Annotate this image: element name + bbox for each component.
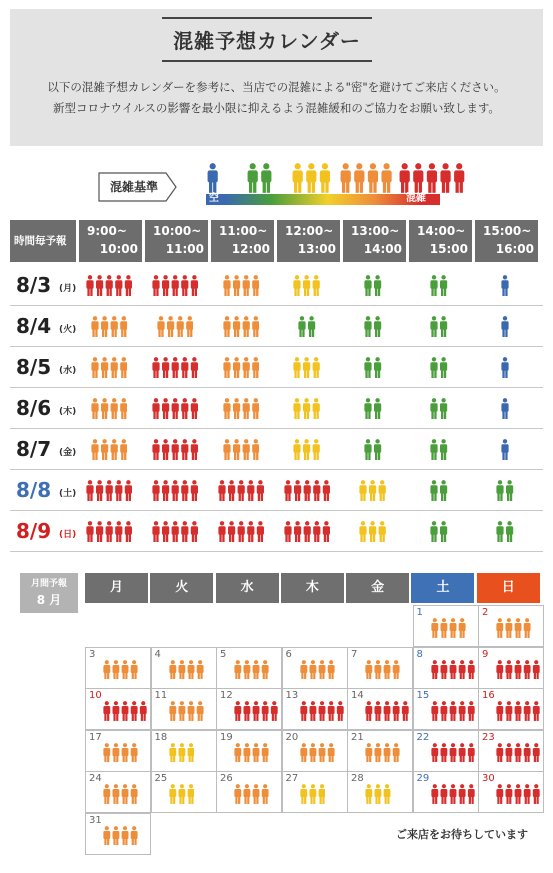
crowd-person-icon <box>218 521 264 542</box>
crowd-person-icon <box>223 316 260 337</box>
crowd-person-icon <box>293 357 320 378</box>
calendar-day-number: 12 <box>220 690 233 701</box>
legend-level-5-icon <box>399 163 465 193</box>
calendar-day-number: 31 <box>89 814 102 826</box>
crowd-person-icon <box>152 357 198 378</box>
crowd-person-icon <box>430 480 448 501</box>
hourly-header-label-cell <box>10 220 76 262</box>
crowd-level-cell <box>208 429 274 470</box>
calendar-day-cell <box>151 771 217 813</box>
calendar-day-number: 20 <box>285 731 299 743</box>
crowd-person-icon <box>365 701 409 721</box>
crowd-level-cell <box>472 511 538 552</box>
time-slot-header <box>211 220 274 262</box>
calendar-day-cell <box>151 647 217 689</box>
time-slot-start: 9:00~ <box>87 224 127 238</box>
crowd-level-cell <box>76 511 142 552</box>
crowd-person-icon <box>430 439 448 460</box>
crowd-level-cell <box>340 347 406 388</box>
calendar-day-cell <box>282 647 348 689</box>
time-slot-end: 10:00 <box>99 242 138 256</box>
time-slot-header <box>79 220 142 262</box>
row-weekday: (金) <box>59 447 77 458</box>
crowd-person-icon <box>284 480 330 501</box>
time-slot-end: 12:00 <box>231 242 270 256</box>
calendar-day-cell <box>216 688 282 730</box>
crowd-person-icon <box>103 743 138 763</box>
calendar-day-cell <box>85 647 151 689</box>
crowd-person-icon <box>364 398 382 419</box>
row-date: 8/6 <box>16 395 52 420</box>
crowd-person-icon <box>431 618 466 638</box>
calendar-day-cell <box>478 688 544 730</box>
crowd-person-icon <box>152 480 198 501</box>
crowd-level-cell <box>274 347 340 388</box>
row-date-cell <box>10 429 76 470</box>
calendar-day-cell <box>413 605 479 647</box>
crowd-person-icon <box>300 701 344 721</box>
row-date: 8/9 <box>16 518 52 543</box>
crowd-person-icon <box>152 275 198 296</box>
calendar-day-number: 27 <box>285 773 299 784</box>
hourly-header-row <box>10 220 543 262</box>
time-slot-header <box>277 220 340 262</box>
crowd-level-cell <box>76 347 142 388</box>
crowd-person-icon <box>293 275 320 296</box>
crowd-person-icon <box>103 660 138 680</box>
crowd-person-icon <box>293 398 320 419</box>
crowd-person-icon <box>247 163 272 193</box>
calendar-day-number: 10 <box>89 690 102 701</box>
crowd-level-cell <box>472 347 538 388</box>
crowd-person-icon <box>284 521 330 542</box>
monthly-weekday-header <box>85 573 544 603</box>
hourly-row <box>10 347 543 388</box>
legend-level-4-icon <box>340 163 392 193</box>
crowd-person-icon <box>86 480 132 501</box>
row-date-cell <box>10 470 76 511</box>
calendar-day-number: 3 <box>89 648 96 660</box>
crowd-person-icon <box>431 701 475 721</box>
hourly-row <box>10 306 543 347</box>
crowd-person-icon <box>218 480 264 501</box>
crowd-level-cell <box>406 388 472 429</box>
crowd-level-cell <box>208 347 274 388</box>
calendar-day-number: 24 <box>89 773 102 784</box>
crowd-level-cell <box>340 511 406 552</box>
crowd-level-cell <box>76 429 142 470</box>
crowd-level-cell <box>76 265 142 306</box>
crowd-person-icon <box>431 660 475 680</box>
calendar-day-cell <box>85 688 151 730</box>
crowd-level-cell <box>406 265 472 306</box>
crowd-level-cell <box>472 429 538 470</box>
calendar-day-number: 26 <box>220 773 233 784</box>
calendar-day-number: 7 <box>351 648 358 660</box>
crowd-person-icon <box>91 357 128 378</box>
calendar-day-number: 1 <box>416 607 423 618</box>
crowd-level-cell <box>274 470 340 511</box>
crowd-level-cell <box>274 429 340 470</box>
crowd-level-cell <box>76 470 142 511</box>
calendar-weekday-header: 月 <box>85 573 148 603</box>
row-weekday: (日) <box>59 529 77 540</box>
calendar-day-number: 18 <box>154 731 168 743</box>
row-weekday: (土) <box>59 488 77 499</box>
calendar-day-cell <box>151 688 217 730</box>
hourly-body <box>10 265 543 552</box>
calendar-day-number: 2 <box>482 607 489 618</box>
crowd-level-cell <box>208 511 274 552</box>
crowd-level-cell <box>472 470 538 511</box>
calendar-weekday-header: 金 <box>346 573 409 603</box>
calendar-day-cell <box>413 688 479 730</box>
crowd-person-icon <box>300 743 335 763</box>
crowd-person-icon <box>431 743 475 763</box>
row-date-cell <box>10 511 76 552</box>
calendar-weekday-header: 木 <box>281 573 344 603</box>
calendar-day-cell <box>347 647 413 689</box>
row-date: 8/8 <box>16 477 52 502</box>
crowd-level-cell <box>142 306 208 347</box>
crowd-level-cell <box>340 306 406 347</box>
calendar-day-number: 29 <box>416 773 430 784</box>
crowd-person-icon <box>300 660 335 680</box>
calendar-day-cell <box>85 771 151 813</box>
row-weekday: (月) <box>59 283 77 294</box>
crowd-person-icon <box>364 357 382 378</box>
calendar-day-number: 9 <box>482 648 489 660</box>
crowd-person-icon <box>359 521 386 542</box>
calendar-day-cell <box>282 688 348 730</box>
time-slot-start: 13:00~ <box>351 224 400 238</box>
crowd-level-cell <box>142 347 208 388</box>
crowd-level-cell <box>142 470 208 511</box>
crowd-person-icon <box>86 275 132 296</box>
crowd-level-cell <box>142 388 208 429</box>
crowd-person-icon <box>364 439 382 460</box>
calendar-day-cell <box>478 771 544 813</box>
time-slot-header <box>409 220 472 262</box>
crowd-person-icon <box>430 521 448 542</box>
crowd-level-cell <box>340 265 406 306</box>
row-date-cell <box>10 388 76 429</box>
legend-tag <box>98 172 178 202</box>
legend-level-2-icon <box>247 163 272 193</box>
crowd-person-icon <box>501 439 509 460</box>
crowd-person-icon <box>157 316 194 337</box>
crowd-person-icon <box>234 660 269 680</box>
crowd-level-cell <box>406 306 472 347</box>
crowd-person-icon <box>365 784 391 804</box>
crowd-level-cell <box>142 265 208 306</box>
crowd-person-icon <box>91 316 128 337</box>
row-date: 8/7 <box>16 436 52 461</box>
calendar-weekday-header: 土 <box>411 573 474 603</box>
monthly-calendar <box>85 573 544 826</box>
calendar-day-number: 16 <box>482 690 495 701</box>
crowd-person-icon <box>501 398 509 419</box>
time-slot-header <box>145 220 208 262</box>
calendar-day-cell <box>85 730 151 772</box>
crowd-person-icon <box>234 743 269 763</box>
row-weekday: (火) <box>59 324 77 335</box>
crowd-person-icon <box>496 743 540 763</box>
time-slot-end: 14:00 <box>363 242 402 256</box>
crowd-person-icon <box>501 316 509 337</box>
calendar-weekday-header: 日 <box>477 573 540 603</box>
hourly-row <box>10 470 543 511</box>
row-date: 8/5 <box>16 354 52 379</box>
crowd-person-icon <box>223 398 260 419</box>
crowd-person-icon <box>364 316 382 337</box>
calendar-day-number: 8 <box>416 648 423 660</box>
calendar-day-number: 6 <box>285 648 292 660</box>
crowd-person-icon <box>86 521 132 542</box>
time-slot-header <box>343 220 406 262</box>
calendar-day-cell <box>216 730 282 772</box>
crowd-person-icon <box>501 357 509 378</box>
crowd-level-cell <box>208 388 274 429</box>
crowd-person-icon <box>431 784 475 804</box>
calendar-weekday-header: 火 <box>150 573 213 603</box>
calendar-day-cell <box>282 730 348 772</box>
crowd-level-cell <box>208 265 274 306</box>
crowd-person-icon <box>91 439 128 460</box>
calendar-day-cell <box>478 647 544 689</box>
time-slot-end: 15:00 <box>429 242 468 256</box>
crowd-level-cell <box>472 265 538 306</box>
row-date: 8/3 <box>16 272 52 297</box>
crowd-person-icon <box>152 521 198 542</box>
crowd-level-cell <box>406 511 472 552</box>
hourly-forecast-table <box>10 220 543 552</box>
crowd-person-icon <box>298 316 316 337</box>
calendar-day-cell <box>347 688 413 730</box>
hourly-header-label: 時間毎予報 <box>14 235 67 247</box>
legend-empty-label: 空 <box>209 193 219 204</box>
crowd-level-cell <box>472 306 538 347</box>
calendar-day-cell <box>478 605 544 647</box>
crowd-level-cell <box>274 511 340 552</box>
crowd-person-icon <box>223 357 260 378</box>
crowd-person-icon <box>293 439 320 460</box>
crowd-person-icon <box>234 784 269 804</box>
crowd-level-cell <box>274 265 340 306</box>
crowd-person-icon <box>152 439 198 460</box>
crowd-person-icon <box>103 826 138 846</box>
crowd-person-icon <box>365 660 400 680</box>
crowd-level-cell <box>274 388 340 429</box>
calendar-day-cell <box>413 730 479 772</box>
legend-gradient-bar <box>206 194 440 205</box>
calendar-day-number: 5 <box>220 648 227 660</box>
crowd-person-icon <box>430 398 448 419</box>
crowd-person-icon <box>496 618 531 638</box>
crowd-person-icon <box>169 660 204 680</box>
crowd-person-icon <box>496 660 540 680</box>
crowd-level-cell <box>208 470 274 511</box>
hourly-row <box>10 388 543 429</box>
crowd-person-icon <box>152 398 198 419</box>
crowd-person-icon <box>292 163 331 193</box>
calendar-day-cell <box>85 813 151 855</box>
crowd-person-icon <box>399 163 465 193</box>
crowd-level-cell <box>142 429 208 470</box>
row-weekday: (水) <box>59 365 77 376</box>
crowd-level-cell <box>406 429 472 470</box>
crowd-person-icon <box>359 480 386 501</box>
calendar-weekday-header: 水 <box>216 573 279 603</box>
crowd-person-icon <box>103 701 147 721</box>
calendar-day-cell <box>347 771 413 813</box>
crowd-person-icon <box>91 398 128 419</box>
monthly-forecast-tag <box>20 573 78 613</box>
legend-level-1-icon <box>207 163 218 193</box>
calendar-day-number: 28 <box>351 773 364 784</box>
monthly-forecast-label: 月間予報 <box>30 579 67 589</box>
crowd-level-cell <box>340 470 406 511</box>
calendar-day-cell <box>413 771 479 813</box>
footer-note: ご来店をお待ちしています <box>396 828 528 841</box>
crowd-person-icon <box>430 275 448 296</box>
time-slot-start: 15:00~ <box>483 224 532 238</box>
crowd-level-cell <box>406 470 472 511</box>
crowd-level-cell <box>76 388 142 429</box>
crowd-person-icon <box>340 163 392 193</box>
hourly-row <box>10 265 543 306</box>
crowd-person-icon <box>496 784 540 804</box>
crowd-person-icon <box>365 743 400 763</box>
hourly-row <box>10 429 543 470</box>
calendar-day-cell <box>478 730 544 772</box>
crowd-level-cell <box>340 388 406 429</box>
crowd-person-icon <box>169 784 195 804</box>
crowd-person-icon <box>103 784 138 804</box>
calendar-day-cell <box>282 771 348 813</box>
calendar-day-number: 25 <box>154 773 168 784</box>
crowd-person-icon <box>300 784 326 804</box>
crowd-person-icon <box>234 701 278 721</box>
hourly-row <box>10 511 543 552</box>
crowd-person-icon <box>430 357 448 378</box>
crowd-person-icon <box>223 275 260 296</box>
crowd-level-cell <box>76 306 142 347</box>
crowd-person-icon <box>169 701 204 721</box>
calendar-day-number: 19 <box>220 731 233 743</box>
calendar-day-number: 4 <box>154 648 161 660</box>
description-line-1: 以下の混雑予想カレンダーを参考に、当店での混雑による"密"を避けてご来店ください。 <box>47 80 506 94</box>
crowd-person-icon <box>223 439 260 460</box>
row-weekday: (木) <box>59 406 77 417</box>
calendar-day-cell <box>216 771 282 813</box>
page-title: 混雑予想カレンダー <box>173 29 361 53</box>
row-date-cell <box>10 265 76 306</box>
legend-label: 混雑基準 <box>109 180 158 194</box>
time-slot-start: 10:00~ <box>153 224 202 238</box>
calendar-day-number: 21 <box>351 731 364 743</box>
time-slot-end: 13:00 <box>297 242 336 256</box>
title-frame <box>162 17 372 62</box>
time-slot-start: 11:00~ <box>219 224 268 238</box>
calendar-day-cell <box>216 647 282 689</box>
calendar-day-number: 22 <box>416 731 430 743</box>
legend-crowded-label: 混雑 <box>406 193 426 204</box>
calendar-day-number: 14 <box>351 690 364 701</box>
calendar-day-number: 17 <box>89 731 102 743</box>
crowd-person-icon <box>496 701 540 721</box>
crowd-level-cell <box>274 306 340 347</box>
crowd-level-cell <box>340 429 406 470</box>
crowd-person-icon <box>496 480 514 501</box>
crowd-person-icon <box>501 275 509 296</box>
time-slot-header <box>475 220 538 262</box>
legend-level-3-icon <box>292 163 331 193</box>
crowd-level-cell <box>406 347 472 388</box>
crowd-person-icon <box>364 275 382 296</box>
time-slot-end: 11:00 <box>165 242 204 256</box>
crowd-person-icon <box>207 163 218 193</box>
calendar-day-cell <box>151 730 217 772</box>
crowd-level-cell <box>208 306 274 347</box>
row-date-cell <box>10 347 76 388</box>
crowd-level-cell <box>142 511 208 552</box>
row-date-cell <box>10 306 76 347</box>
row-date: 8/4 <box>16 313 52 338</box>
time-slot-start: 14:00~ <box>417 224 466 238</box>
calendar-day-number: 23 <box>482 731 495 743</box>
crowd-level-cell <box>472 388 538 429</box>
crowd-person-icon <box>169 743 195 763</box>
calendar-day-number: 15 <box>416 690 430 701</box>
time-slot-start: 12:00~ <box>285 224 334 238</box>
calendar-day-number: 30 <box>482 773 495 784</box>
calendar-day-number: 13 <box>285 690 299 701</box>
calendar-day-cell <box>413 647 479 689</box>
crowd-person-icon <box>430 316 448 337</box>
calendar-day-number: 11 <box>154 690 168 701</box>
description-line-2: 新型コロナウイルスの影響を最小限に抑えるよう混雑緩和のご協力をお願い致します。 <box>53 101 500 115</box>
month-label: 8 月 <box>36 593 62 607</box>
crowd-person-icon <box>496 521 514 542</box>
calendar-day-cell <box>347 730 413 772</box>
time-slot-end: 16:00 <box>495 242 534 256</box>
